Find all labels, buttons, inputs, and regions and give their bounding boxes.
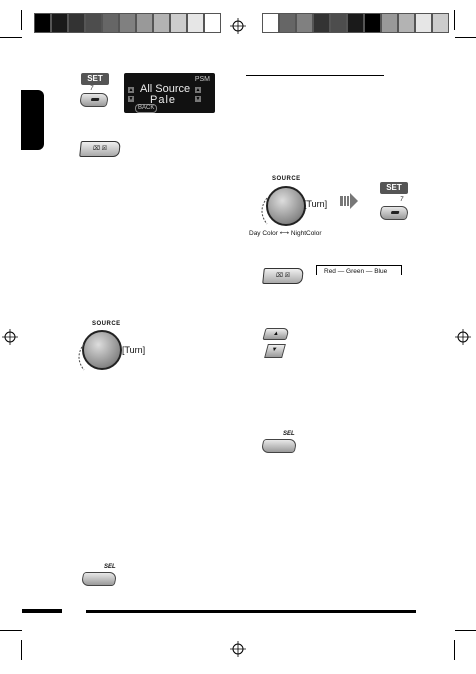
- color-swatch: [102, 13, 119, 33]
- turn-label: [Turn]: [122, 345, 146, 355]
- source-knob-icon: [82, 330, 122, 370]
- arrow-right-icon: [340, 193, 358, 209]
- crop-mark: [455, 630, 476, 631]
- day-night-label: Day Color ⟷ NightColor: [249, 230, 322, 237]
- language-side-tab: [21, 90, 44, 150]
- color-swatch: [313, 13, 330, 33]
- color-swatch: [296, 13, 313, 33]
- crop-mark: [454, 640, 455, 660]
- crop-mark: [21, 640, 22, 660]
- crop-mark: [21, 10, 22, 30]
- down-button-icon: ▼: [264, 344, 286, 358]
- crop-mark: [0, 37, 22, 38]
- registration-mark-icon: [2, 329, 18, 345]
- color-swatch: [432, 13, 449, 33]
- color-swatch: [262, 13, 279, 33]
- source-label: SOURCE: [272, 176, 301, 182]
- lcd-line-1: All Source: [140, 83, 191, 95]
- color-swatch: [153, 13, 170, 33]
- sel-button-icon: [261, 439, 298, 453]
- color-bar-right: [262, 13, 449, 33]
- color-swatch: [136, 13, 153, 33]
- color-swatch: [204, 13, 221, 33]
- source-knob-icon: [266, 186, 306, 226]
- crop-mark: [455, 37, 476, 38]
- section-underline: [246, 75, 384, 76]
- registration-mark-icon: [230, 18, 246, 34]
- arrow-up-icon: ▲: [128, 87, 134, 93]
- button-number: 7: [90, 86, 94, 92]
- arrow-down-icon: ▼: [195, 96, 201, 102]
- lcd-display: [124, 73, 215, 113]
- sel-label: SEL: [283, 431, 295, 437]
- lcd-line-2: Pale: [150, 94, 177, 106]
- sel-label: SEL: [104, 564, 116, 570]
- sel-button-icon: [81, 572, 118, 586]
- color-bar-left: [34, 13, 221, 33]
- display-button-icon: ⌧ ☒: [79, 141, 121, 157]
- registration-mark-icon: [230, 641, 246, 657]
- button-number: 7: [400, 197, 404, 203]
- color-swatch: [68, 13, 85, 33]
- lcd-back-indicator: BACK: [135, 104, 157, 113]
- color-swatch: [364, 13, 381, 33]
- color-swatch: [398, 13, 415, 33]
- turn-label: [Turn]: [304, 199, 328, 209]
- color-swatch: [170, 13, 187, 33]
- color-swatch: [119, 13, 136, 33]
- rotate-arrow-icon: [74, 342, 88, 372]
- source-label: SOURCE: [92, 321, 121, 327]
- rotate-arrow-icon: [257, 196, 271, 226]
- set-button-label: SET: [380, 182, 408, 194]
- arrow-up-icon: ▲: [195, 87, 201, 93]
- arrow-down-icon: ▼: [128, 96, 134, 102]
- color-swatch: [381, 13, 398, 33]
- page-tab-bottom: [22, 609, 62, 613]
- color-swatch: [347, 13, 364, 33]
- color-swatch: [330, 13, 347, 33]
- color-sequence-label: Red — Green — Blue: [324, 268, 388, 275]
- number-button: [79, 93, 110, 107]
- color-swatch: [85, 13, 102, 33]
- display-button-icon: ⌧ ☒: [262, 268, 304, 284]
- bottom-rule: [86, 610, 416, 613]
- registration-mark-icon: [455, 329, 471, 345]
- lcd-mode: PSM: [194, 76, 210, 83]
- up-button-icon: ▲: [262, 328, 289, 340]
- crop-mark: [0, 630, 22, 631]
- color-swatch: [187, 13, 204, 33]
- set-button-label: SET: [81, 73, 109, 85]
- number-button: [379, 206, 410, 220]
- color-swatch: [279, 13, 296, 33]
- crop-mark: [454, 10, 455, 30]
- color-swatch: [51, 13, 68, 33]
- color-swatch: [34, 13, 51, 33]
- color-swatch: [415, 13, 432, 33]
